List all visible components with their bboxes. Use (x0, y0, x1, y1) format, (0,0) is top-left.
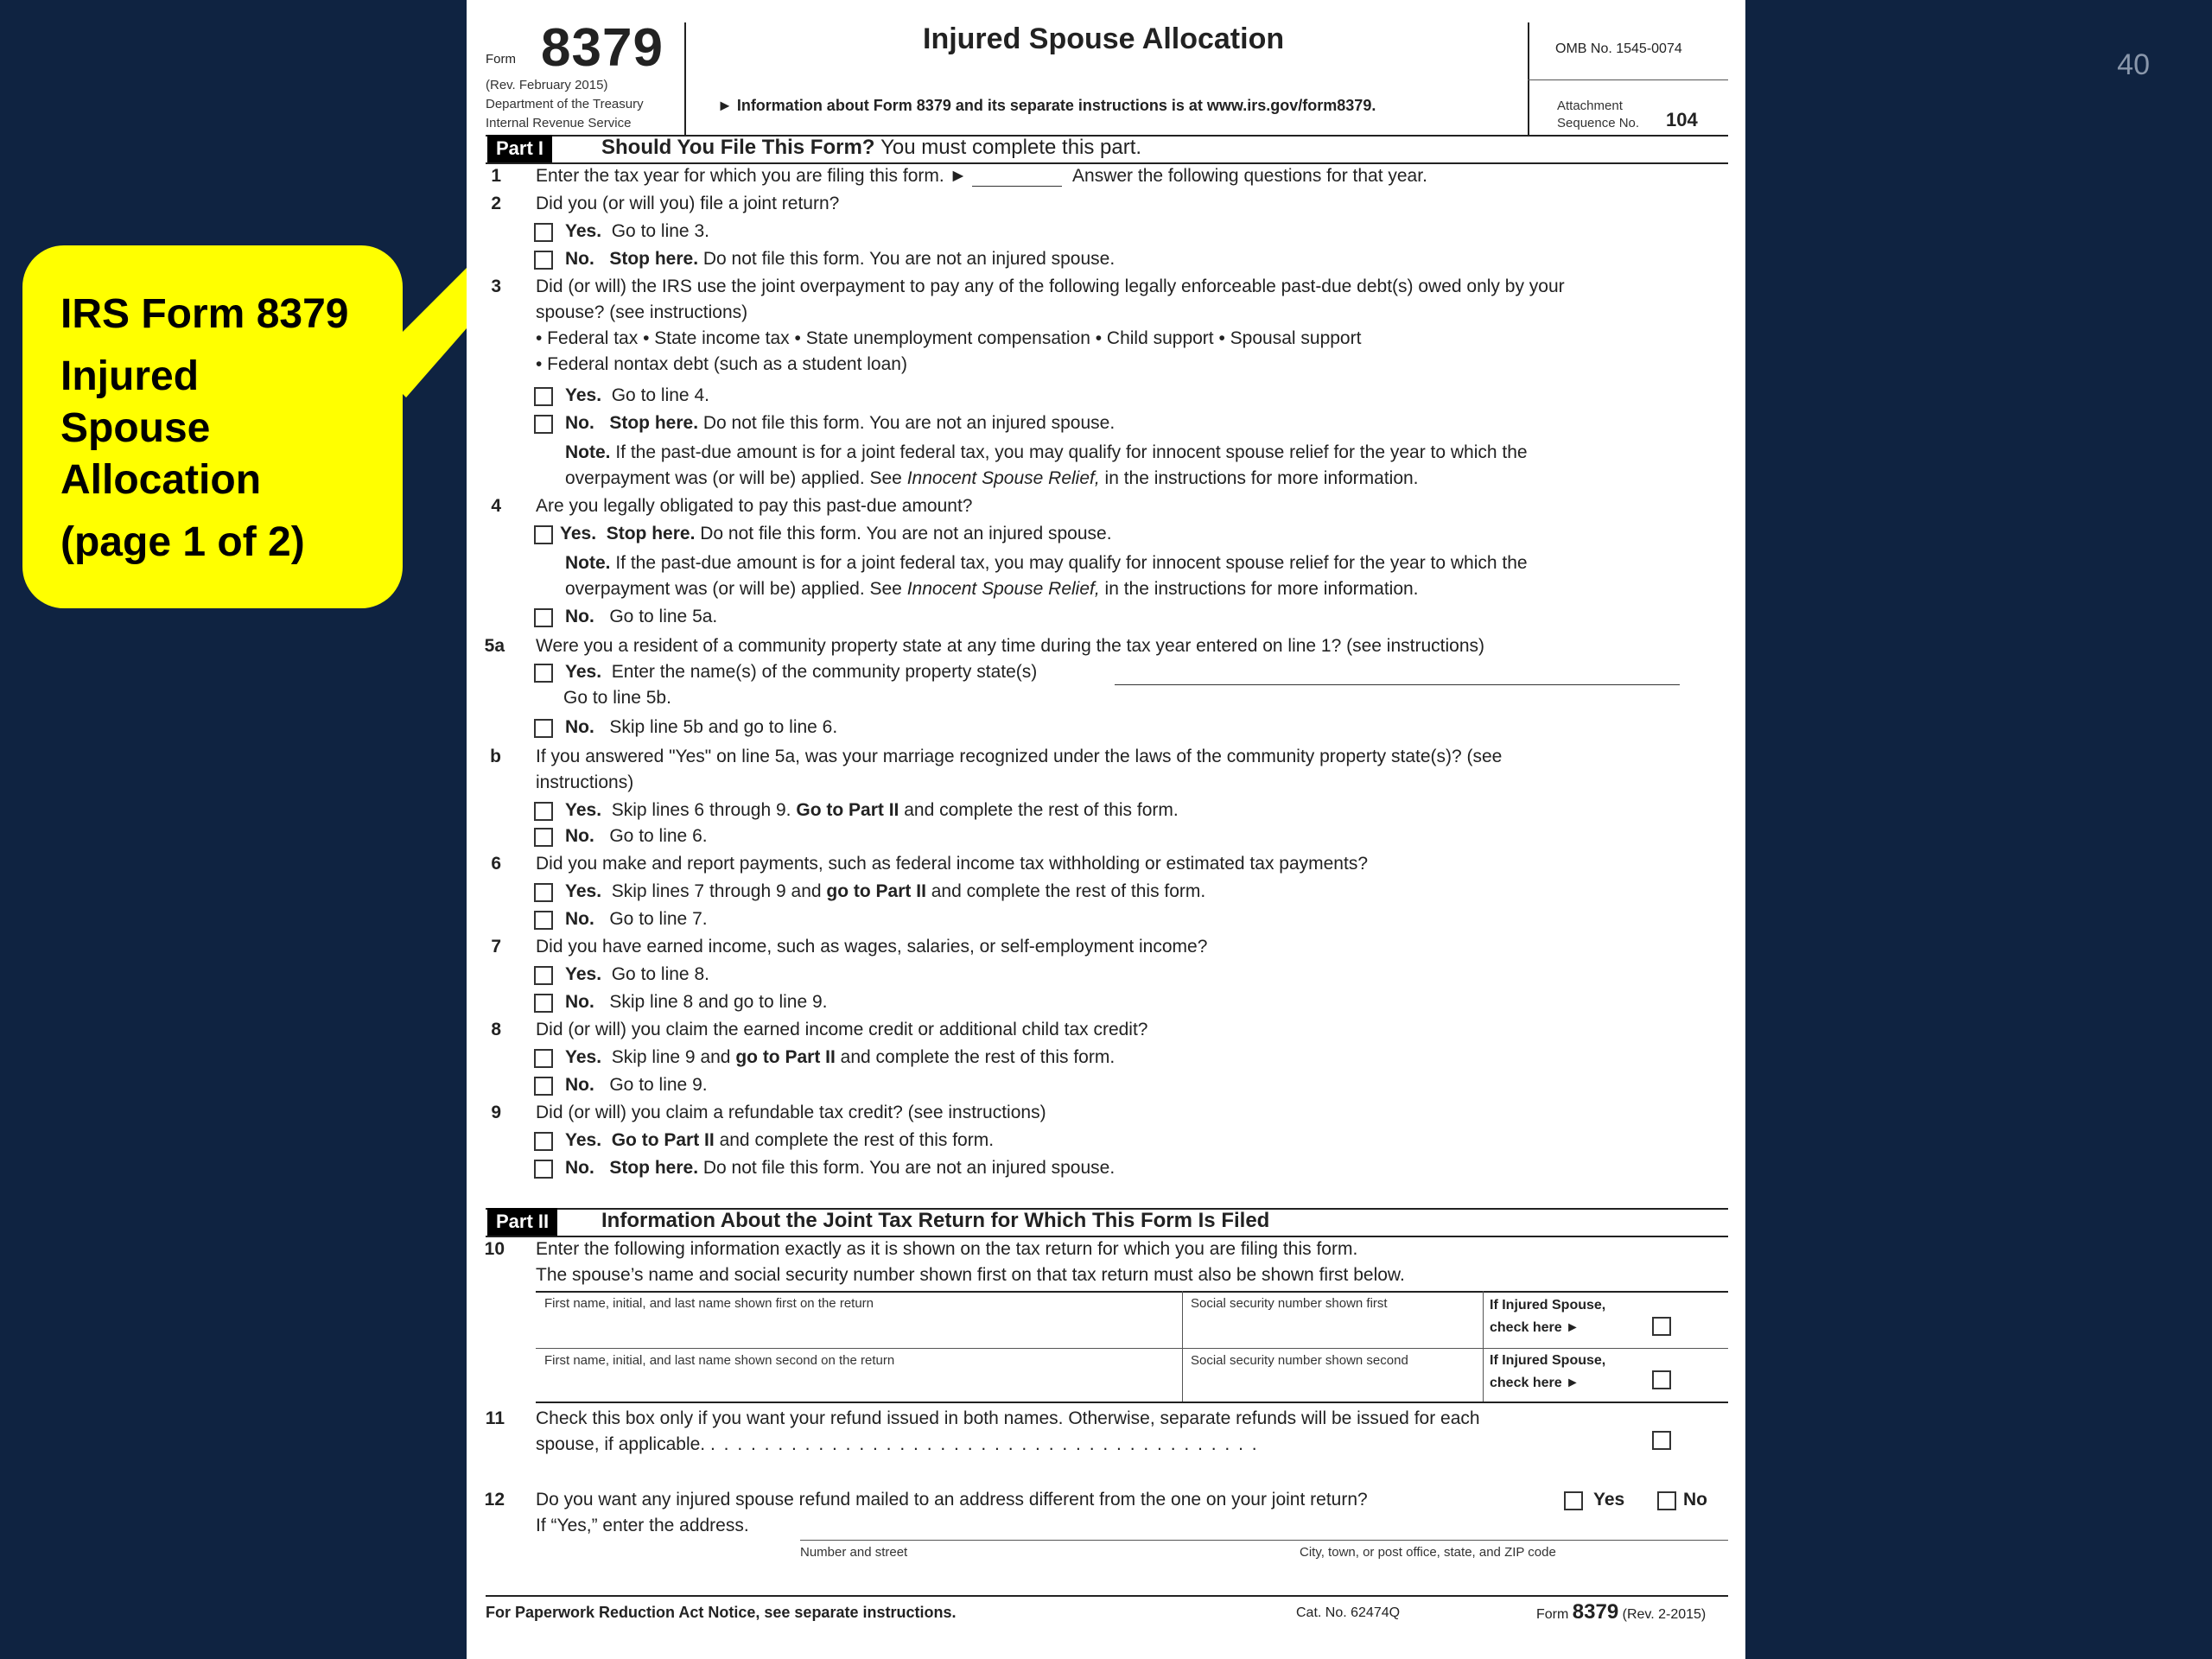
q8-number: 8 (491, 1020, 501, 1039)
q8-no-checkbox[interactable] (534, 1077, 553, 1096)
q11-both-names-checkbox[interactable] (1652, 1431, 1671, 1450)
q5b-number: b (490, 747, 501, 766)
q3-bullets-b: • Federal nontax debt (such as a student loan) (536, 354, 907, 374)
form-number: 8379 (541, 18, 664, 78)
q1-text: Enter the tax year for which you are filing this form. ► Answer the following questions for that year. (536, 166, 1427, 186)
info-line: ► Information about Form 8379 and its separate instructions is at www.irs.gov/form8379. (717, 97, 1376, 114)
row2-name-label: First name, initial, and last name shown second on the return (544, 1353, 895, 1368)
q5a-goto: Go to line 5b. (563, 688, 671, 708)
form-title: Injured Spouse Allocation (923, 22, 1285, 55)
part1-title-bold: Should You File This Form? (601, 136, 875, 159)
grid-divider-flag (1483, 1291, 1484, 1402)
grid-middle-rule (536, 1348, 1728, 1349)
address-street-label: Number and street (800, 1545, 908, 1560)
address-input-line[interactable] (800, 1540, 1728, 1541)
q7-no-label: No. Skip line 8 and go to line 9. (565, 992, 828, 1012)
q9-number: 9 (491, 1103, 501, 1122)
q2-no-checkbox[interactable] (534, 251, 553, 270)
q5a-text: Were you a resident of a community property state at any time during the tax year entered on line 1? (see instructions) (536, 636, 1485, 656)
callout-line-3: Spouse (60, 405, 211, 451)
department: Department of the Treasury (486, 97, 644, 111)
q4-no-checkbox[interactable] (534, 608, 553, 627)
q5b-text-a: If you answered "Yes" on line 5a, was your marriage recognized under the laws of the community property state(s)? (see (536, 747, 1503, 766)
q3-text-a: Did (or will) the IRS use the joint overpayment to pay any of the following legally enforceable past-due debt(s) owed only by your (536, 276, 1565, 296)
grid-divider-ssn (1182, 1291, 1183, 1402)
q5b-no-label: No. Go to line 6. (565, 826, 708, 846)
q4-note-b: overpayment was (or will be) applied. See Innocent Spouse Relief, in the instructions for more information. (565, 579, 1419, 599)
catalog-number: Cat. No. 62474Q (1296, 1605, 1401, 1620)
q4-no-label: No. Go to line 5a. (565, 607, 718, 626)
q6-no-label: No. Go to line 7. (565, 909, 708, 929)
part1-title-rest: You must complete this part. (880, 136, 1142, 159)
q3-bullets-a: • Federal tax • State income tax • State unemployment compensation • Child support • Spousal support (536, 328, 1362, 348)
omb-number: OMB No. 1545-0074 (1555, 41, 1682, 56)
q5b-yes-label: Yes. Skip lines 6 through 9. Go to Part II and complete the rest of this form. (565, 800, 1179, 820)
row1-flag-a: If Injured Spouse, (1490, 1298, 1606, 1313)
q5b-text-b: instructions) (536, 772, 634, 792)
q3-note-a: Note. If the past-due amount is for a joint federal tax, you may qualify for innocent spouse relief for the year to which the (565, 442, 1528, 462)
q6-yes-checkbox[interactable] (534, 883, 553, 902)
q2-no-label: No. Stop here. Do not file this form. You are not an injured spouse. (565, 249, 1116, 269)
row1-ssn-label: Social security number shown first (1191, 1296, 1388, 1311)
q2-yes-checkbox[interactable] (534, 223, 553, 242)
q6-text: Did you make and report payments, such as federal income tax withholding or estimated tax payments? (536, 854, 1368, 874)
q8-yes-label: Yes. Skip line 9 and go to Part II and complete the rest of this form. (565, 1047, 1116, 1067)
header-divider-left (684, 22, 686, 135)
paperwork-notice: For Paperwork Reduction Act Notice, see separate instructions. (486, 1604, 957, 1621)
q1-number: 1 (491, 166, 501, 186)
q3-text-b: spouse? (see instructions) (536, 302, 748, 322)
row2-ssn-label: Social security number shown second (1191, 1353, 1408, 1368)
callout-bubble (22, 245, 403, 608)
q4-text: Are you legally obligated to pay this past-due amount? (536, 496, 973, 516)
q9-yes-checkbox[interactable] (534, 1132, 553, 1151)
q12-yes-checkbox[interactable] (1564, 1491, 1583, 1510)
omb-divider (1528, 79, 1728, 80)
header-divider-right (1528, 22, 1529, 135)
q10-number: 10 (484, 1239, 505, 1259)
slide-number: 40 (2117, 48, 2150, 81)
q12-yes-label: Yes (1593, 1490, 1625, 1510)
q2-number: 2 (491, 194, 501, 213)
q10-text-b: The spouse’s name and social security number shown first on that tax return must also be shown first below. (536, 1265, 1405, 1285)
q2-yes-label: Yes. Go to line 3. (565, 221, 709, 241)
tax-year-input[interactable] (972, 186, 1062, 187)
q12-text-b: If “Yes,” enter the address. (536, 1516, 749, 1535)
footer-form-id: Form 8379 (Rev. 2-2015) (1536, 1600, 1707, 1624)
q4-yes-label: Yes. Stop here. Do not file this form. You are not an injured spouse. (560, 524, 1112, 543)
row1-name-label: First name, initial, and last name shown first on the return (544, 1296, 874, 1311)
attachment-label: Attachment (1557, 99, 1623, 113)
row1-injured-checkbox[interactable] (1652, 1317, 1671, 1336)
q9-text: Did (or will) you claim a refundable tax credit? (see instructions) (536, 1103, 1046, 1122)
q11-number: 11 (485, 1408, 505, 1428)
form-label: Form (486, 52, 516, 67)
callout-line-5: (page 1 of 2) (60, 519, 305, 565)
q11-text-b: spouse, if applicable. . . . . . . . . . . . . . . . . . . . . . . . . . . . . . . . . . . . . . . . . . (536, 1434, 1259, 1454)
irs-name: Internal Revenue Service (486, 116, 632, 130)
q12-no-checkbox[interactable] (1657, 1491, 1676, 1510)
row2-injured-checkbox[interactable] (1652, 1370, 1671, 1389)
callout-line-1: IRS Form 8379 (60, 291, 349, 337)
q5b-yes-checkbox[interactable] (534, 802, 553, 821)
row2-flag-a: If Injured Spouse, (1490, 1353, 1606, 1368)
q6-number: 6 (491, 854, 501, 874)
q8-text: Did (or will) you claim the earned income credit or additional child tax credit? (536, 1020, 1148, 1039)
callout-line-4: Allocation (60, 457, 262, 503)
sequence-label: Sequence No. (1557, 116, 1640, 130)
q4-note-a: Note. If the past-due amount is for a joint federal tax, you may qualify for innocent spouse relief for the year to which the (565, 553, 1528, 573)
footer-rule (486, 1595, 1728, 1597)
q9-no-checkbox[interactable] (534, 1160, 553, 1179)
grid-top-rule (536, 1291, 1728, 1293)
q3-note-b: overpayment was (or will be) applied. See Innocent Spouse Relief, in the instructions for more information. (565, 468, 1419, 488)
q9-no-label: No. Stop here. Do not file this form. You are not an injured spouse. (565, 1158, 1116, 1178)
q3-no-label: No. Stop here. Do not file this form. You are not an injured spouse. (565, 413, 1116, 433)
q5a-yes-checkbox[interactable] (534, 664, 553, 683)
q7-yes-label: Yes. Go to line 8. (565, 964, 709, 984)
q4-number: 4 (491, 496, 501, 516)
part2-rule (486, 1236, 1728, 1237)
part1-title (601, 136, 1141, 160)
q7-number: 7 (491, 937, 501, 957)
q2-text: Did you (or will you) file a joint return? (536, 194, 840, 213)
q3-no-checkbox[interactable] (534, 415, 553, 434)
q5a-number: 5a (484, 636, 505, 656)
q3-number: 3 (491, 276, 501, 296)
address-city-label: City, town, or post office, state, and ZIP code (1300, 1545, 1556, 1560)
row1-flag-b: check here ► (1490, 1320, 1580, 1335)
q7-no-checkbox[interactable] (534, 994, 553, 1013)
sequence-number: 104 (1666, 109, 1698, 130)
q3-yes-checkbox[interactable] (534, 387, 553, 406)
q5a-no-checkbox[interactable] (534, 719, 553, 738)
part2-title: Information About the Joint Tax Return for Which This Form Is Filed (601, 1209, 1270, 1232)
q5a-yes-label: Yes. Enter the name(s) of the community property state(s) (565, 662, 1038, 682)
q10-text-a: Enter the following information exactly as it is shown on the tax return for which you are filing this form. (536, 1239, 1358, 1259)
form-revision: (Rev. February 2015) (486, 78, 608, 92)
q9-yes-label: Yes. Go to Part II and complete the rest of this form. (565, 1130, 995, 1150)
q12-number: 12 (484, 1490, 505, 1510)
q3-yes-label: Yes. Go to line 4. (565, 385, 709, 405)
part1-label: Part I (487, 135, 552, 162)
part2-label: Part II (487, 1208, 557, 1236)
q11-text-a: Check this box only if you want your refund issued in both names. Otherwise, separate refunds will be issued for each (536, 1408, 1480, 1428)
community-state-input[interactable] (1115, 665, 1680, 685)
q7-text: Did you have earned income, such as wages, salaries, or self-employment income? (536, 937, 1208, 957)
q4-yes-checkbox[interactable] (534, 525, 553, 544)
q8-no-label: No. Go to line 9. (565, 1075, 708, 1095)
q7-yes-checkbox[interactable] (534, 966, 553, 985)
q5a-no-label: No. Skip line 5b and go to line 6. (565, 717, 838, 737)
q6-no-checkbox[interactable] (534, 911, 553, 930)
form-page (467, 0, 1745, 1659)
callout-line-2: Injured (60, 353, 200, 399)
row2-flag-b: check here ► (1490, 1376, 1580, 1390)
q8-yes-checkbox[interactable] (534, 1049, 553, 1068)
q6-yes-label: Yes. Skip lines 7 through 9 and go to Part II and complete the rest of this form. (565, 881, 1206, 901)
part1-rule (486, 162, 1728, 164)
q12-no-label: No (1683, 1490, 1707, 1510)
grid-bottom-rule (536, 1402, 1728, 1403)
q5b-no-checkbox[interactable] (534, 828, 553, 847)
q12-text-a: Do you want any injured spouse refund mailed to an address different from the one on your joint return? (536, 1490, 1368, 1510)
